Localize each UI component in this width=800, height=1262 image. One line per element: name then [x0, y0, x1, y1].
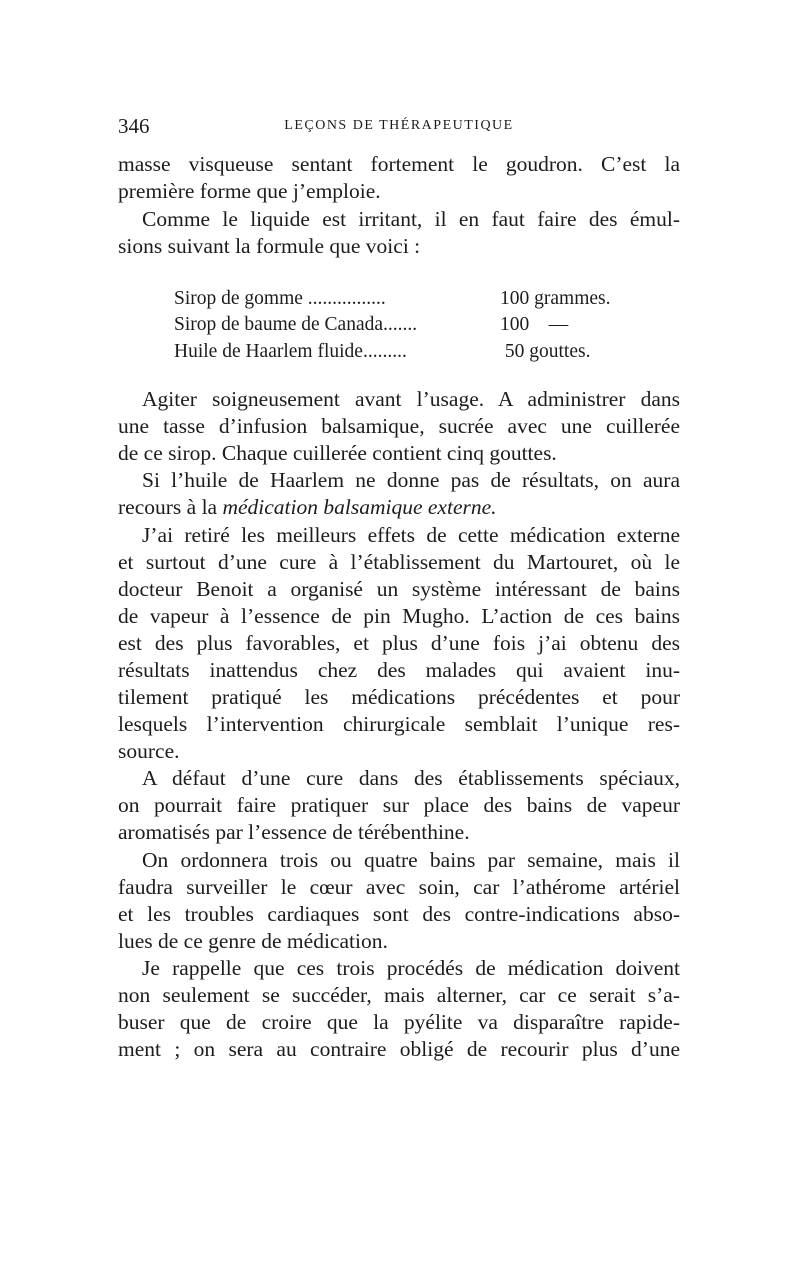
text-line: on pourrait faire pratiquer sur place des bains de vapeur: [118, 793, 680, 817]
recipe-ingredient: Sirop de gomme ................: [174, 288, 386, 309]
text-line: Comme le liquide est irritant, il en faut faire des émul-: [142, 207, 680, 231]
text-line: buser que de croire que la pyélite va disparaître rapide-: [118, 1010, 680, 1034]
text-line: aromatisés par l’essence de térébenthine.: [118, 820, 470, 844]
text-line: docteur Benoit a organisé un système intéressant de bains: [118, 577, 680, 601]
text-line: de vapeur à l’essence de pin Mugho. L’action de ces bains: [118, 604, 680, 628]
text-line: lues de ce genre de médication.: [118, 929, 388, 953]
text-line: résultats inattendus chez des malades qui avaient inu-: [118, 658, 680, 682]
text-line: première forme que j’emploie.: [118, 179, 381, 203]
recipe-ingredient: Huile de Haarlem fluide.........: [174, 341, 407, 362]
text-line: non seulement se succéder, mais alterner, car ce serait s’a-: [118, 983, 680, 1007]
recipe-ingredient: Sirop de baume de Canada.......: [174, 314, 418, 335]
running-title: LEÇONS DE THÉRAPEUTIQUE: [284, 118, 514, 133]
text-line: On ordonnera trois ou quatre bains par semaine, mais il: [142, 848, 680, 872]
text-line: [118, 494, 680, 521]
text-line: ment ; on sera au contraire obligé de recourir plus d’une: [118, 1037, 680, 1061]
text-run: recours à la: [118, 495, 218, 519]
recipe-quantity: 100 grammes.: [500, 288, 611, 309]
text-line: Je rappelle que ces trois procédés de médication doivent: [142, 956, 680, 980]
italic-emphasis: médication balsamique externe.: [222, 495, 497, 519]
text-line: Si l’huile de Haarlem ne donne pas de résultats, on aura: [142, 468, 680, 492]
text-line: et surtout d’une cure à l’établissement du Martouret, où le: [118, 550, 680, 574]
text-line: source.: [118, 739, 180, 763]
text-line: et les troubles cardiaques sont des contre-indications abso-: [118, 902, 680, 926]
text-line: est des plus favorables, et plus d’une fois j’ai obtenu des: [118, 631, 680, 655]
recipe-quantity: 100 —: [500, 314, 569, 335]
text-line: de ce sirop. Chaque cuillerée contient cinq gouttes.: [118, 441, 557, 465]
text-line: Agiter soigneusement avant l’usage. A administrer dans: [142, 387, 680, 411]
page-header: [118, 113, 680, 139]
recipe-quantity: 50 gouttes.: [500, 341, 591, 362]
text-line: tilement pratiqué les médications précédentes et pour: [118, 685, 680, 709]
text-line: une tasse d’infusion balsamique, sucrée avec une cuillerée: [118, 414, 680, 438]
text-line: lesquels l’intervention chirurgicale semblait l’unique res-: [118, 712, 680, 736]
text-line: A défaut d’une cure dans des établissements spéciaux,: [142, 766, 680, 790]
text-line: sions suivant la formule que voici :: [118, 234, 421, 258]
text-line: masse visqueuse sentant fortement le goudron. C’est la: [118, 152, 680, 176]
text-line: faudra surveiller le cœur avec soin, car l’athérome artériel: [118, 875, 680, 899]
text-line: J’ai retiré les meilleurs effets de cette médication externe: [142, 523, 680, 547]
page-number: 346: [118, 114, 150, 138]
